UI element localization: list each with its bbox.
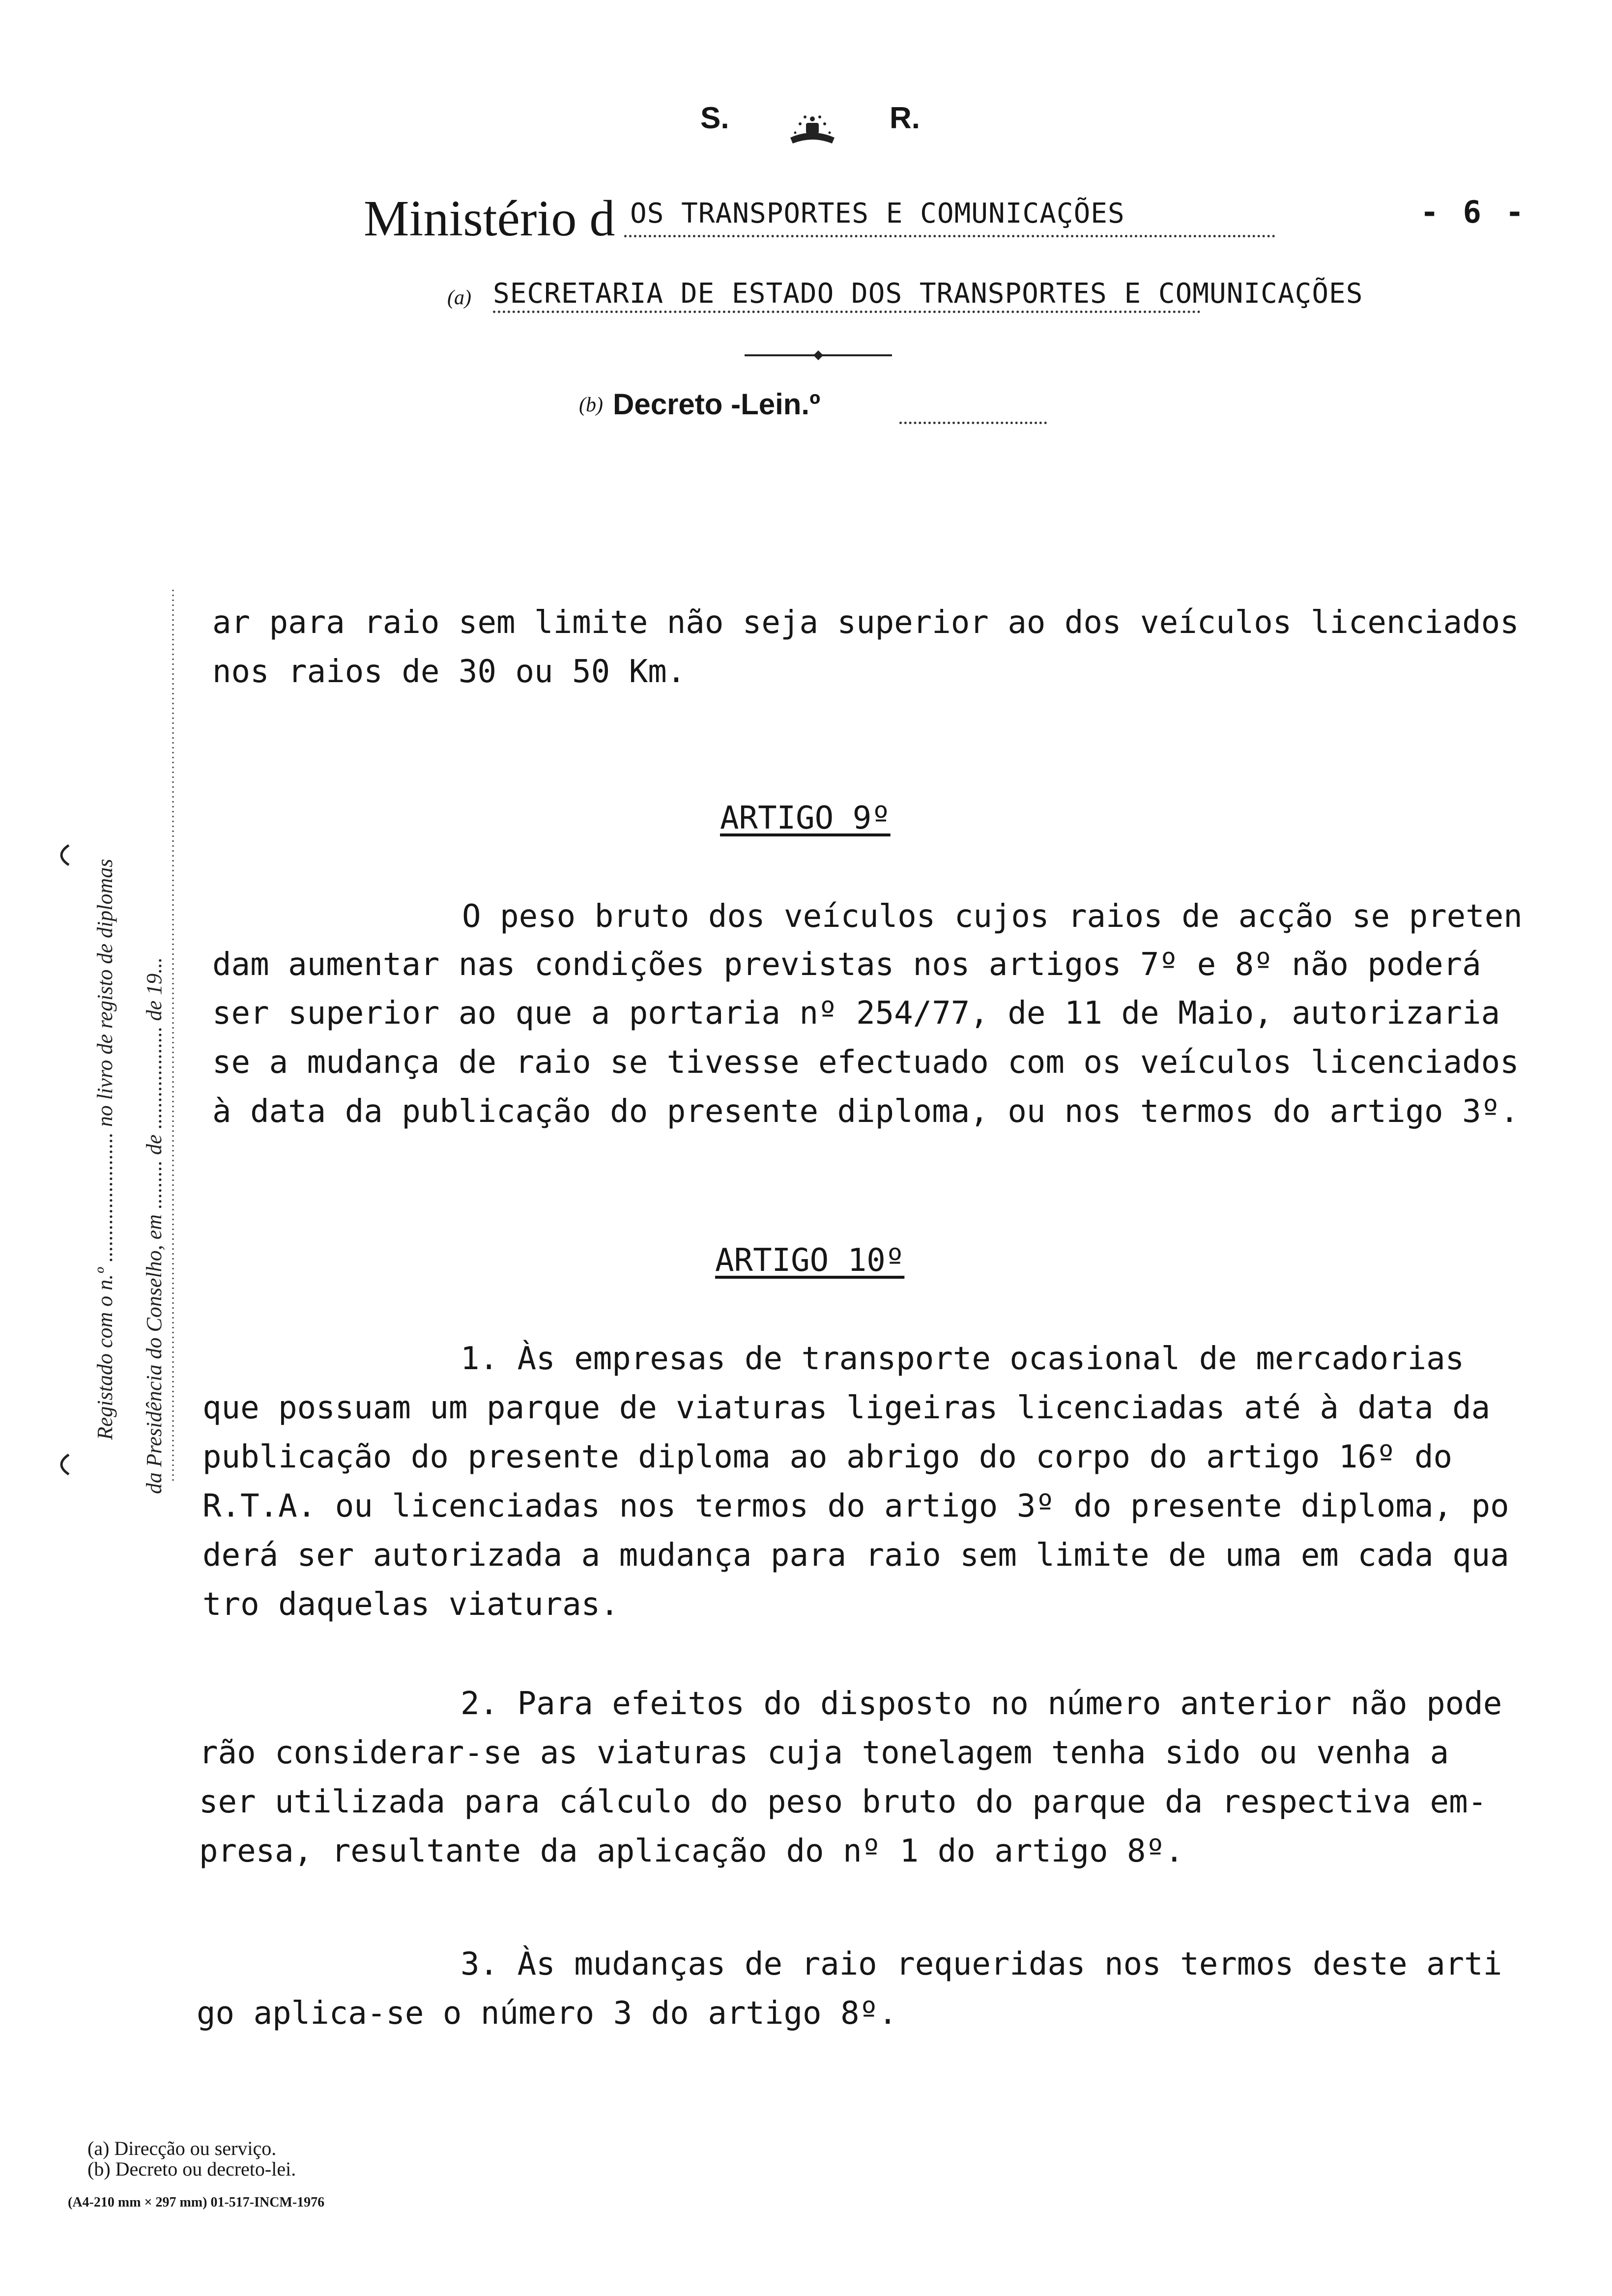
body-line: 1. Às empresas de transporte ocasional de mercadorias [461,1341,1465,1377]
footnote-b: (b) Decreto ou decreto-lei. [87,2158,296,2180]
body-line: 2. Para efeitos do disposto no número anterior não pode [461,1686,1502,1722]
body-line: R.T.A. ou licenciadas nos termos do artigo 3º do presente diploma, po [202,1488,1509,1524]
body-line: derá ser autorizada a mudança para raio sem limite de uma em cada qua [202,1537,1509,1574]
body-line: ser utilizada para cálculo do peso bruto do parque da respectiva em- [199,1784,1487,1820]
ministry-dotted-line [624,235,1275,237]
body-line: 3. Às mudanças de raio requeridas nos termos deste arti [461,1946,1502,1982]
margin-registration [44,580,192,1514]
header-right-letter: R. [890,101,920,135]
body-line: tro daquelas viaturas. [202,1586,619,1623]
article-10-heading: ARTIGO 10º [715,1242,905,1279]
body-line: dam aumentar nas condições previstas nos artigos 7º e 8º não poderá [212,947,1481,983]
form-code: (A4-210 mm × 297 mm) 01-517-INCM-1976 [68,2195,325,2210]
ministry-name: OS TRANSPORTES E COMUNICAÇÕES [630,198,1125,230]
secretariat-title: SECRETARIA DE ESTADO DOS TRANSPORTES E COMUNICAÇÕES [493,278,1363,310]
ministry-title: Ministério d [364,190,615,247]
decree-label: Decreto -Lein.º [613,388,820,421]
body-line: se a mudança de raio se tivesse efectuado com os veículos licenciados [212,1044,1519,1081]
body-line: O peso bruto dos veículos cujos raios de acção se preten [462,898,1523,935]
body-line: nos raios de 30 ou 50 Km. [212,654,686,690]
body-line: publicação do presente diploma ao abrigo do corpo do artigo 16º do [202,1439,1453,1475]
diamond-divider-icon [745,348,892,363]
decree-dotted-line [899,422,1047,424]
secretariat-marker: (a) [447,287,471,309]
body-line: rão considerar-se as viaturas cuja tonelagem tenha sido ou venha a [199,1735,1449,1771]
body-line: ser superior ao que a portaria nº 254/77, de 11 de Maio, autorizaria [212,995,1500,1032]
margin-line-2: da Presidência do Conselho, em ......... de ................... de 19... [142,957,166,1494]
secretariat-dotted-line [493,311,1201,313]
decree-marker: (b) [579,394,603,416]
body-line: à data da publicação do presente diploma, ou nos termos do artigo 3º. [212,1093,1519,1130]
article-9-heading: ARTIGO 9º [720,800,891,836]
body-line: que possuam um parque de viaturas ligeiras licenciadas até à data da [202,1390,1491,1426]
margin-line-1: Registado com o n.º ........................ no livro de registo de diplomas [93,859,117,1440]
body-line: presa, resultante da aplicação do nº 1 do artigo 8º. [199,1833,1184,1869]
coat-of-arms-icon [776,98,849,157]
header-left-letter: S. [700,101,729,135]
body-line: go aplica-se o número 3 do artigo 8º. [197,1995,897,2032]
body-line: ar para raio sem limite não seja superior ao dos veículos licenciados [212,604,1519,641]
page-number: - 6 - [1420,194,1527,230]
footnote-a: (a) Direcção ou serviço. [87,2137,277,2159]
